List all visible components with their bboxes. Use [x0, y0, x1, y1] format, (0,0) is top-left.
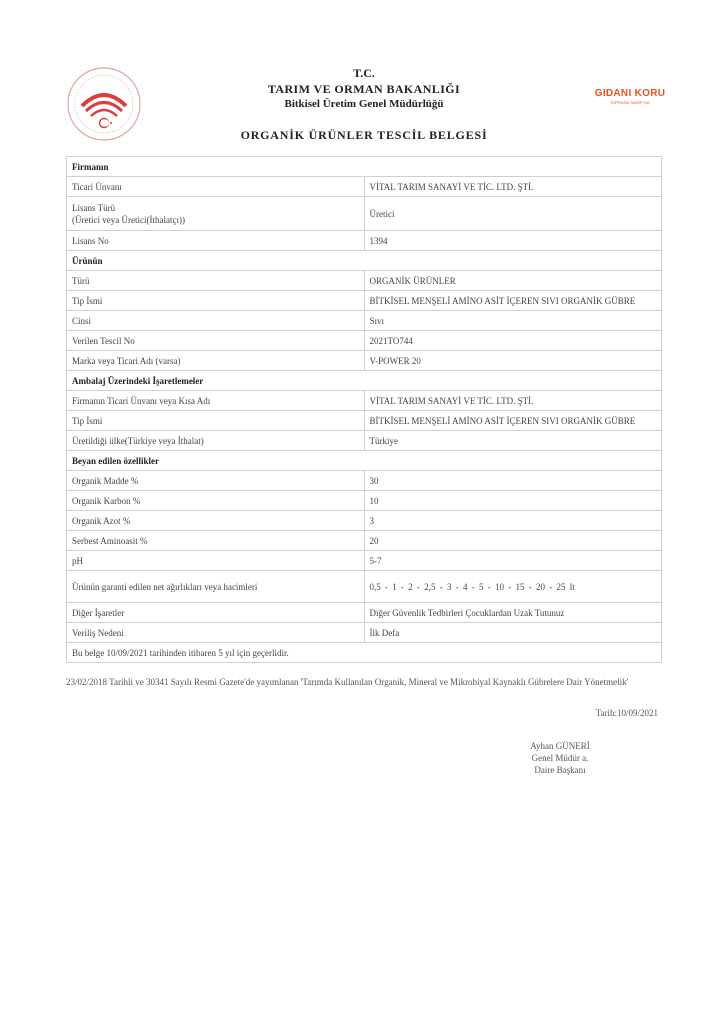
section-row — [67, 371, 662, 391]
row-value: V-POWER 20 — [364, 351, 662, 371]
table-row — [67, 431, 662, 451]
signature-block — [510, 740, 610, 776]
section-heading-product: Ürünün — [67, 251, 662, 271]
row-value: Üretici — [364, 197, 662, 231]
section-heading-properties: Beyan edilen özellikler — [67, 451, 662, 471]
row-label: Diğer İşaretler — [67, 603, 365, 623]
row-label: Türü — [67, 271, 365, 291]
row-label: pH — [67, 551, 365, 571]
header-country: T.C. — [353, 66, 375, 80]
row-label: Verilen Tescil No — [67, 331, 365, 351]
table-row — [67, 311, 662, 331]
signatory-title-1: Genel Müdür a. — [531, 753, 589, 763]
row-value: VİTAL TARIM SANAYİ VE TİC. LTD. ŞTİ. — [364, 391, 662, 411]
row-value: Diğer Güvenlik Tedbirleri Çocuklardan Uzak Tutunuz — [364, 603, 662, 623]
issue-date: Tarih:10/09/2021 — [595, 708, 658, 718]
brand-subtitle: TOPRAĞA SAHİP ÇIK — [609, 100, 651, 105]
table-row — [67, 531, 662, 551]
row-label: Marka veya Ticari Adı (varsa) — [67, 351, 365, 371]
row-value: Sıvı — [364, 311, 662, 331]
signatory-name: Ayhan GÜNERİ — [530, 741, 590, 751]
validity-row — [67, 643, 662, 663]
row-value: BİTKİSEL MENŞELİ AMİNO ASİT İÇEREN SIVI ORGANİK GÜBRE — [364, 411, 662, 431]
table-row — [67, 331, 662, 351]
table-row — [67, 291, 662, 311]
regulation-footnote: 23/02/2018 Tarihli ve 30341 Sayılı Resmi Gazete'de yayımlanan 'Tarımda Kullanılan Organik, Mineral ve Mikrobiyal Kaynaklı Gübrelere Dair Yönetmelik' — [66, 677, 629, 687]
row-value: İlk Defa — [364, 623, 662, 643]
row-value: Türkiye — [364, 431, 662, 451]
table-row — [67, 351, 662, 371]
row-label: Organik Azot % — [67, 511, 365, 531]
row-label: Firmanın Ticari Ünvanı veya Kısa Adı — [67, 391, 365, 411]
table-row — [67, 471, 662, 491]
validity-text: Bu belge 10/09/2021 tarihinden itibaren 5 yıl için geçerlidir. — [67, 643, 662, 663]
table-row — [67, 491, 662, 511]
table-row — [67, 231, 662, 251]
section-row — [67, 157, 662, 177]
row-label: Organik Karbon % — [67, 491, 365, 511]
row-value: 20 — [364, 531, 662, 551]
row-value: 0,5 - 1 - 2 - 2,5 - 3 - 4 - 5 - 10 - 15 - 20 - 25 lt — [364, 571, 662, 603]
table-row — [67, 571, 662, 603]
row-label: Üretildiği ülke(Türkiye veya İthalat) — [67, 431, 365, 451]
row-value: 10 — [364, 491, 662, 511]
section-heading-packaging: Ambalaj Üzerindeki İşaretlemeler — [67, 371, 662, 391]
row-label: Tip İsmi — [67, 291, 365, 311]
row-value: BİTKİSEL MENŞELİ AMİNO ASİT İÇEREN SIVI ORGANİK GÜBRE — [364, 291, 662, 311]
section-row — [67, 451, 662, 471]
row-label: Tip İsmi — [67, 411, 365, 431]
table-row — [67, 177, 662, 197]
registration-table — [66, 156, 662, 663]
table-row — [67, 411, 662, 431]
row-value: 1394 — [364, 231, 662, 251]
brand-name: GIDANI KORU — [594, 88, 666, 99]
row-value: ORGANİK ÜRÜNLER — [364, 271, 662, 291]
row-label: Veriliş Nedeni — [67, 623, 365, 643]
row-label: Organik Madde % — [67, 471, 365, 491]
table-row — [67, 603, 662, 623]
row-value: 2021TO744 — [364, 331, 662, 351]
row-value: 5-7 — [364, 551, 662, 571]
signatory-title-2: Daire Başkanı — [534, 765, 586, 775]
header-directorate: Bitkisel Üretim Genel Müdürlüğü — [284, 98, 444, 110]
brand-logo — [590, 88, 670, 105]
table-row — [67, 511, 662, 531]
ministry-logo-icon — [66, 66, 142, 142]
row-label: Cinsi — [67, 311, 365, 331]
document-title: ORGANİK ÜRÜNLER TESCİL BELGESİ — [240, 128, 488, 142]
table-row — [67, 271, 662, 291]
row-value: 30 — [364, 471, 662, 491]
row-label: Lisans No — [67, 231, 365, 251]
section-row — [67, 251, 662, 271]
table-row — [67, 623, 662, 643]
table-row — [67, 197, 662, 231]
row-label: Serbest Aminoasit % — [67, 531, 365, 551]
row-label: Lisans Türü (Üretici veya Üretici(İthalatçı)) — [67, 197, 365, 231]
row-value: VİTAL TARIM SANAYİ VE TİC. LTD. ŞTİ. — [364, 177, 662, 197]
section-heading-firm: Firmanın — [67, 157, 662, 177]
row-label: Ticari Ünvanı — [67, 177, 365, 197]
header-ministry: TARIM VE ORMAN BAKANLIĞI — [267, 82, 461, 96]
table-row — [67, 551, 662, 571]
table-row — [67, 391, 662, 411]
row-value: 3 — [364, 511, 662, 531]
row-label: Ürünün garanti edilen net ağırlıkları veya hacimleri — [67, 571, 365, 603]
